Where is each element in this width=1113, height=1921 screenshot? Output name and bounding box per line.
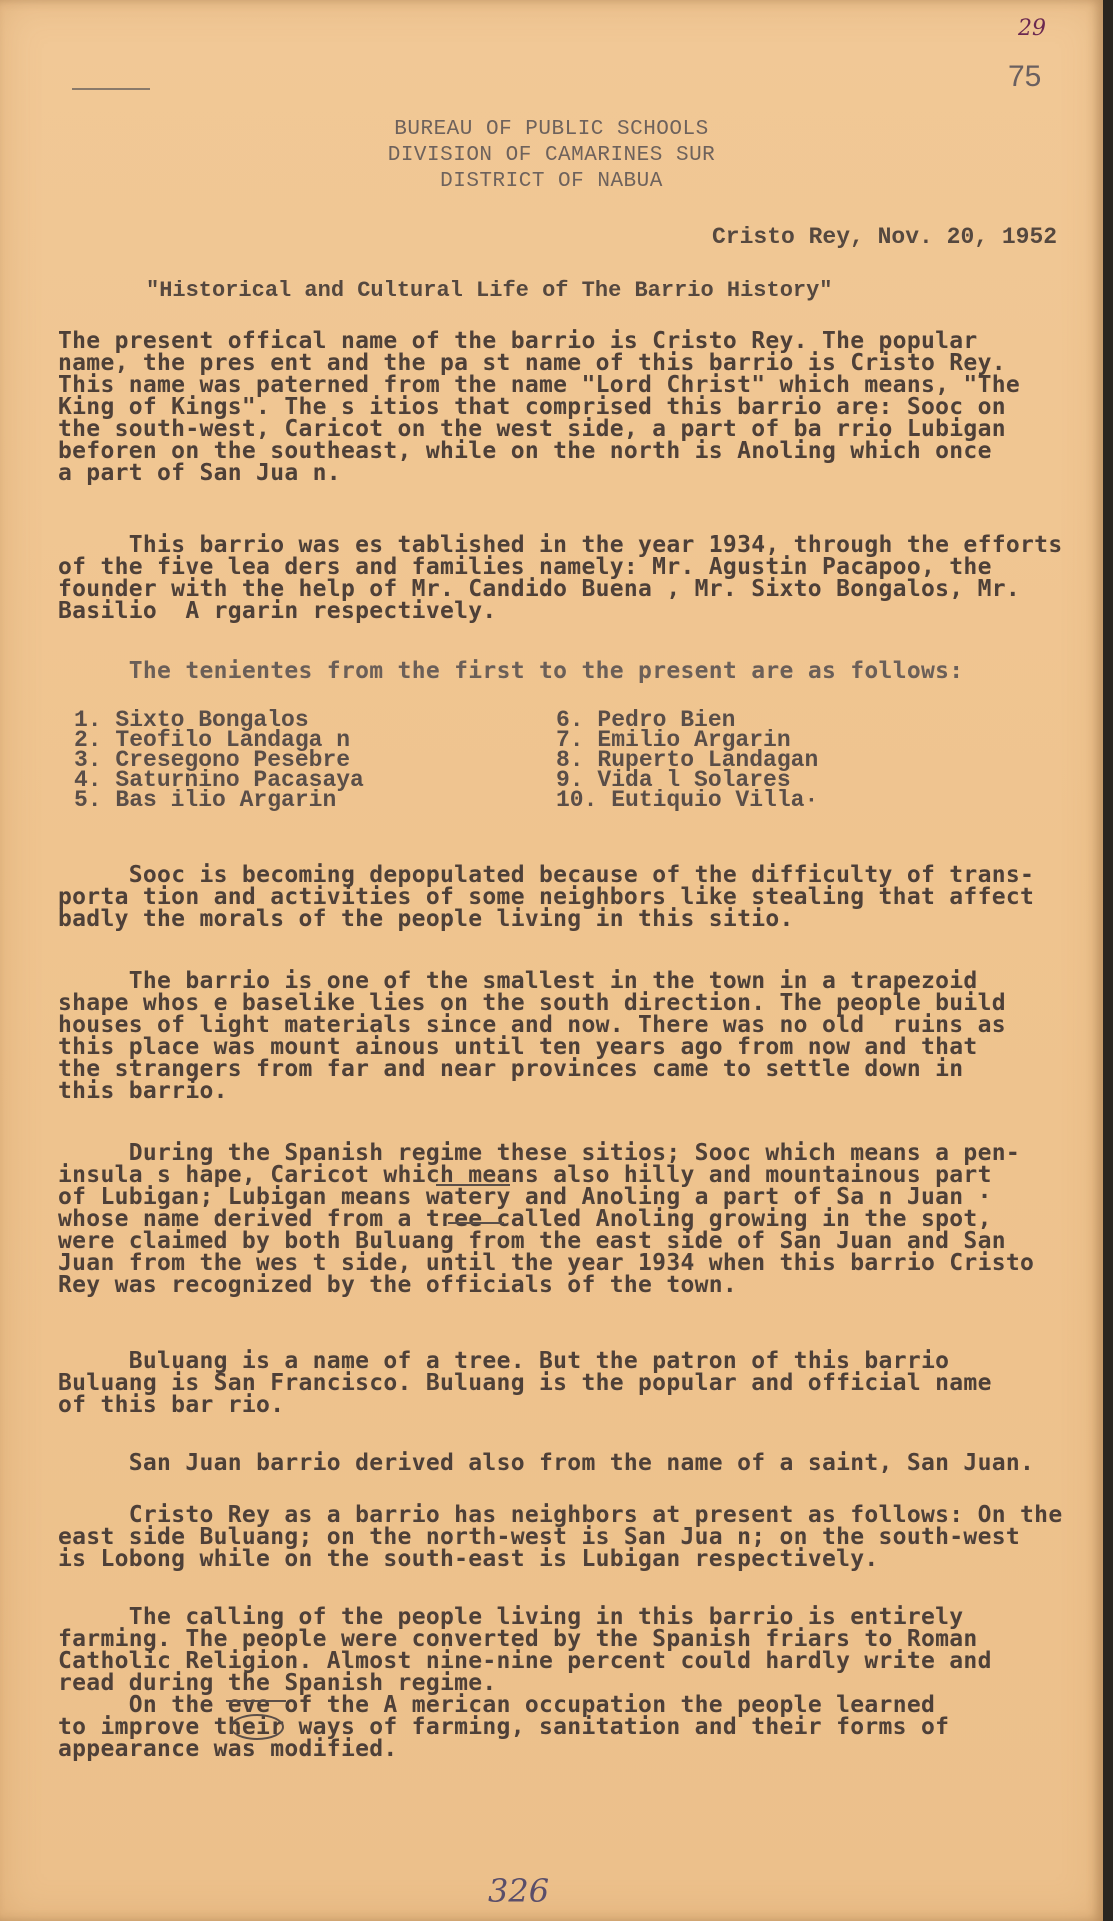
teniente-item: 3. Cresegono Pesebre [74,747,351,773]
paragraph-establishment: This barrio was es tablished in the year 1934, through the efforts of the five lea ders and families namely: Mr. Agustin Pacapoo, the founder with the help of Mr. Candido Buena , Mr. Sixto Bongalos, Mr. Basilio A rgarin respectively. [58,532,1063,624]
teniente-item: 6. Pedro Bien [556,707,736,733]
paragraph-calling: The calling of the people living in this barrio is entirely farming. The people were converted by the Spanish friars to Roman Catholic Religion. Almost nine-nine percent could hardly write and read during the Spanish regime. On the eve of the A merican occupation the people learned to improve their ways of farming, sanitation and their forms of appearance was modified. [58,1604,992,1762]
teniente-item: 4. Saturnino Pacasaya [74,767,364,793]
teniente-item: 2. Teofilo Landaga n [74,727,351,753]
underline-mark [448,1222,504,1224]
teniente-item: 9. Vida l Solares [556,767,791,793]
paragraph-tenientes-intro: The tenientes from the first to the present are as follows: [58,658,964,684]
underline-mark [436,1184,510,1186]
paragraph-shape: The barrio is one of the smallest in the town in a trapezoid shape whos e baselike lies on the south direction. The people build houses of light materials since and now. There was no old ruins as this place was mount ainous until ten years ago from now and that the strangers from far and near provinces came to settle down in this barrio. [58,968,1006,1104]
circled-word-mark [230,1714,284,1740]
paragraph-name-origin: The present offical name of the barrio is Cristo Rey. The popular name, the pres ent and the pa st name of this barrio is Cristo Rey. This name was paterned from the name "Lord Christ" which means, "The King of Kings". The s itios that comprised this barrio are: Sooc on the south-west, Caricot on the west side, a part of ba rrio Lubigan beforen on the southeast, while on the north is Anoling which once a part of San Jua n. [58,328,1021,486]
underline-mark [226,1700,286,1702]
handwritten-bottom-number: 326 [488,1872,550,1910]
paragraph-buluang: Buluang is a name of a tree. But the patron of this barrio Buluang is San Francisco. Buluang is the popular and official name of this bar rio. [58,1348,992,1418]
teniente-item: 10. Eutiquio Villa· [556,787,819,813]
header-division: DIVISION OF CAMARINES SUR [387,144,716,167]
tenientes-list-right [556,707,819,813]
paragraph-san-juan: San Juan barrio derived also from the name of a saint, San Juan. [58,1450,1035,1476]
paragraph-neighbors: Cristo Rey as a barrio has neighbors at present as follows: On the east side Buluang; on the north-west is San Jua n; on the south-west is Lobong while on the south-east is Lubigan respectively. [58,1502,1063,1572]
handwritten-page-number: 29 [1018,16,1046,41]
document-title: "Historical and Cultural Life of The Barrio History" [146,278,833,303]
paragraph-sooc: Sooc is becoming depopulated because of the difficulty of trans- porta tion and activities of some neighbors like stealing that affect badly the morals of the people living in this sitio. [58,862,1035,932]
printed-page-number: 75 [1008,60,1042,93]
dateline: Cristo Rey, Nov. 20, 1952 [712,224,1058,250]
teniente-item: 7. Emilio Argarin [556,727,791,753]
teniente-item: 8. Ruperto Landagan [556,747,819,773]
teniente-item: 5. Bas ilio Argarin [74,787,337,813]
header-bureau: BUREAU OF PUBLIC SCHOOLS [394,118,709,141]
margin-mark [72,82,150,90]
header-district: DISTRICT OF NABUA [440,170,663,193]
tenientes-list-left [74,707,364,813]
paragraph-spanish-regime: During the Spanish regime these sitios; Sooc which means a pen- insula s hape, Caricot which means also hilly and mountainous part of Lubigan; Lubigan means watery and Anoling a part of Sa n Juan · whose name derived from a tree called Anoling growing in the spot, were claimed by both Buluang from the east side of San Juan and San Juan from the wes t side, until the year 1934 when this barrio Cristo Rey was recognized by the officials of the town. [58,1140,1035,1298]
teniente-item: 1. Sixto Bongalos [74,707,309,733]
